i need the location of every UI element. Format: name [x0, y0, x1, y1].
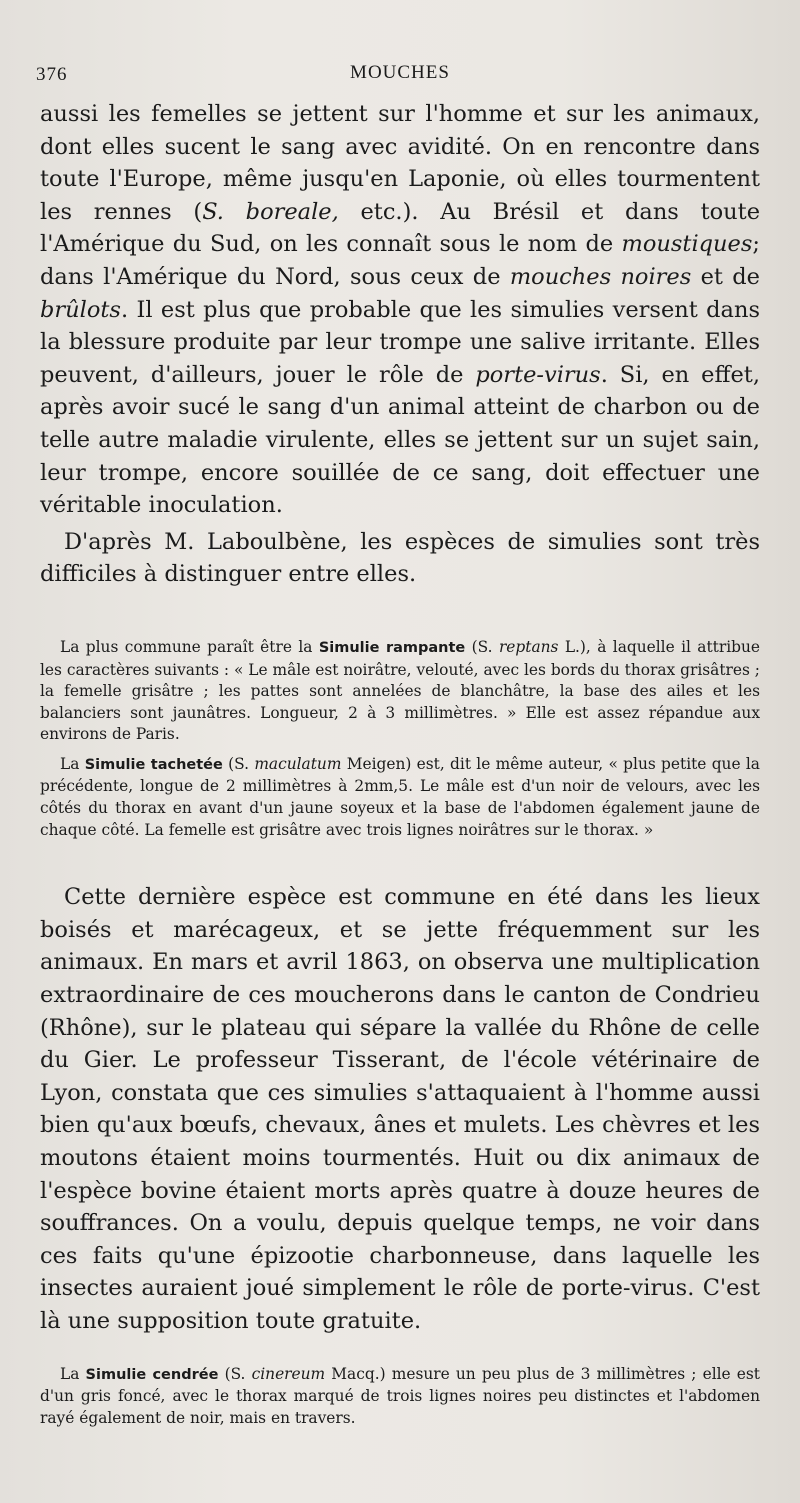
text-run: (S. [465, 637, 499, 656]
italic-term: S. boreale, [202, 198, 339, 225]
body-paragraph-1 [40, 98, 760, 522]
text-run: Meigen) est, dit le même auteur, « plus petite que la précédente, longue de 2 millimètres à 2mm,5. Le mâle est d'un noir de velours, avec les côtés du thorax en avant d'un jaune soyeux et la base de l'abdomen également jaune de chaque côté. La femelle est grisâtre avec trois lignes noirâtres sur le thorax. » [40, 754, 760, 839]
text-run: La plus commune paraît être la [60, 637, 319, 656]
text-run: etc.). Au Brésil et dans toute l'Amérique du Sud, on les connaît sous le nom de [40, 198, 761, 258]
page-number: 376 [36, 64, 68, 85]
species-name: Simulie tachetée [84, 756, 223, 773]
text-run: Macq.) mesure un peu plus de 3 millimètres ; elle est d'un gris foncé, avec le thorax marqué de trois lignes noires peu distinctes et l'abdomen rayé également de noir, mais en travers. [40, 1364, 760, 1427]
species-name: Simulie rampante [318, 639, 466, 656]
italic-term: maculatum [254, 754, 342, 773]
italic-term: porte-virus [475, 361, 601, 388]
text-run: (S. [222, 754, 255, 773]
running-head [36, 62, 760, 94]
text-run: . Il est plus que probable que les simulies versent dans la blessure produite par leur trompe une salive irritante. Elles peuvent, d'ailleurs, jouer le rôle de [40, 296, 760, 388]
body-paragraph-3 [40, 881, 760, 1337]
species-name: Simulie cendrée [85, 1366, 219, 1383]
italic-term: mouches noires [509, 263, 692, 290]
running-title: MOUCHES [350, 62, 450, 83]
text-run: . Si, en effet, après avoir sucé le sang d'un animal atteint de charbon ou de telle autre maladie virulente, elles se jettent sur un sujet sain, leur trompe, encore souillée de ce sang, doit effectuer une véritable inoculation. [40, 361, 760, 519]
text-run: Cette dernière espèce est commune en été dans les lieux boisés et marécageux, et se jette fréquemment sur les animaux. En mars et avril 1863, on observa une multiplication extraordinaire de ces moucherons dans le canton de Condrieu (Rhône), sur le plateau qui sépare la vallée du Rhône de celle du Gier. Le professeur Tisserant, de l'école vétérinaire de Lyon, constata que ces simulies s'attaquaient à l'homme aussi bien qu'aux bœufs, chevaux, ânes et mulets. Les chèvres et les moutons étaient moins tourmentés. Huit ou dix animaux de l'espèce bovine étaient morts après quatre à douze heures de souffrances. On a voulu, depuis quelque temps, ne voir dans ces faits qu'une épizootie charbonneuse, dans laquelle les insectes auraient joué simplement le rôle de porte-virus. C'est là une supposition toute gratuite. [40, 884, 760, 1334]
text-run: ; dans l'Amérique du Nord, sous ceux de [40, 231, 760, 290]
text-run: La [60, 754, 85, 773]
text-run: D'après M. Laboulbène, les espèces de simulies sont très difficiles à distinguer entre elles. [40, 528, 760, 588]
note-paragraph-2 [40, 754, 760, 841]
italic-term: brûlots [40, 296, 121, 323]
text-run: L.), à laquelle il attribue les caractères suivants : « Le mâle est noirâtre, velouté, avec les bords du thorax grisâtres ; la femelle grisâtre ; les pattes sont annelées de blanchâtre, la base des ailes et les balanciers sont jaunâtres. Longueur, 2 à 3 millimètres. » Elle est assez répandue aux environs de Paris. [40, 637, 760, 744]
text-run: et de [691, 263, 760, 290]
text-run: aussi les femelles se jettent sur l'homme et sur les animaux, dont elles sucent le sang avec avidité. On en rencontre dans toute l'Europe, même jusqu'en Laponie, où elles tourmentent les rennes ( [40, 101, 760, 225]
body-paragraph-2 [40, 526, 760, 591]
note-paragraph-1 [40, 637, 760, 746]
italic-term: cinereum [251, 1364, 326, 1383]
italic-term: moustiques [621, 231, 753, 258]
italic-term: reptans [498, 637, 559, 656]
note-paragraph-3 [40, 1364, 760, 1430]
text-run: La [60, 1364, 86, 1383]
text-run: (S. [218, 1364, 252, 1383]
